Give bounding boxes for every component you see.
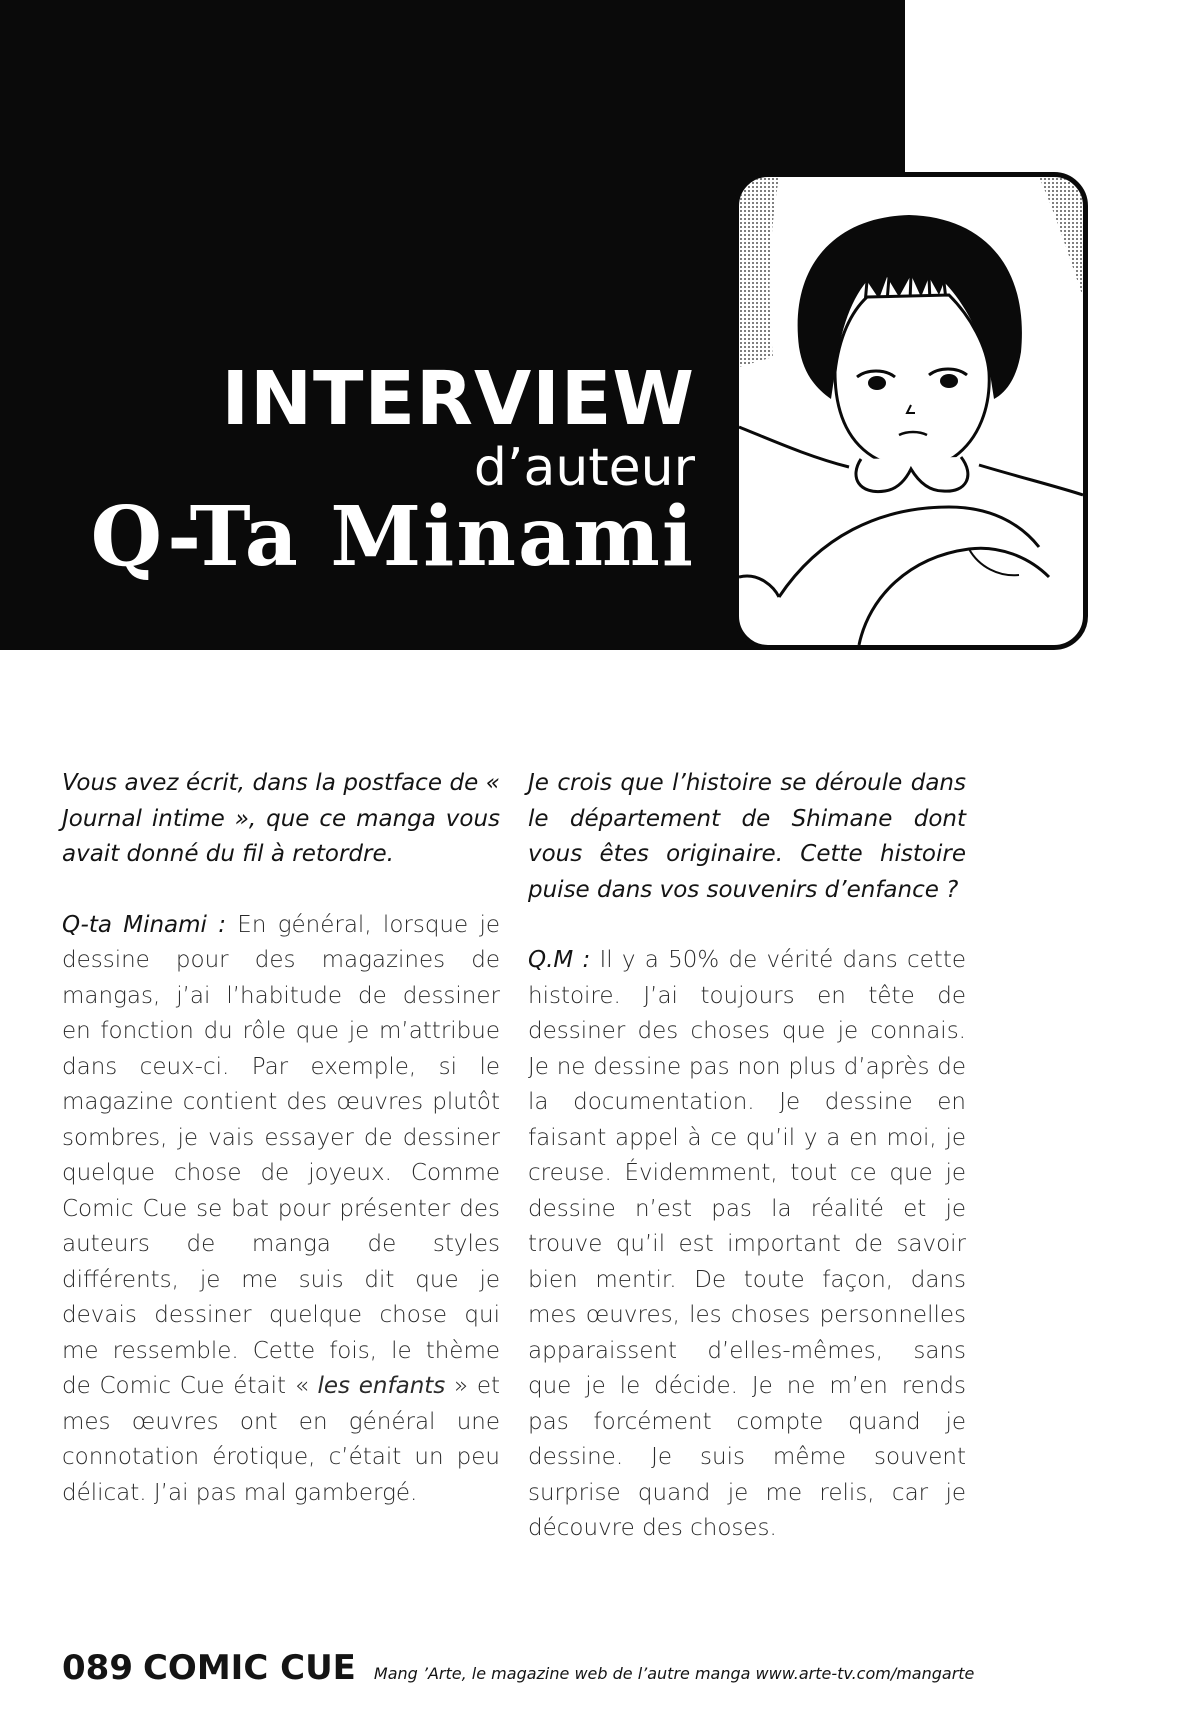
answer-1-text-a: En général, lorsque je dessine pour des magazines de mangas, j’ai l’habitude de dessiner en fonction du rôle que je m’attribue dans ceux-ci. Par exemple, si le magazine contient des œuvres plutôt sombres, je vais essayer de dessiner quelque chose de joyeux. Comme Comic Cue se bat pour présenter des auteurs de manga de styles différents, je me suis dit que je devais dessiner quelque chose qui me ressemble. Cette fois, le thème de Comic Cue était « [62,911,501,1399]
answer-1 [62,908,500,1512]
question-1: Vous avez écrit, dans la postface de « Journal intime », que ce manga vous avait donné du fil à retordre. [62,770,500,867]
title-block [90,356,695,585]
answer-2-text: Il y a 50% de vérité dans cette histoire. J’ai toujours en tête de dessiner des choses que je connais. Je ne dessine pas non plus d’après de la documentation. Je dessine en faisant appel à ce qu’il y a en moi, je creuse. Évidemment, tout ce que je dessine n’est pas la réalité et je trouve qu’il est important de savoir bien mentir. De toute façon, dans mes œuvres, les choses personnelles apparaissent d’elles-mêmes, sans que je le décide. Je ne m’en rends pas forcément compte quand je dessine. Je suis même souvent surprise quand je me relis, car je découvre des choses. [528,947,966,1541]
right-column [528,766,966,1547]
answer-1-emphasis: les enfants [317,1373,446,1399]
title-author-name: Q-Ta Minami [90,489,695,585]
page-footer [62,1648,1142,1688]
page-number: 089 [62,1648,133,1688]
answer-1-speaker: Q-ta Minami : [62,911,226,938]
magazine-name: COMIC CUE [142,1648,356,1688]
left-column [62,766,500,1511]
question-2: Je crois que l’histoire se déroule dans le département de Shimane dont vous êtes originaire. Cette histoire puise dans vos souvenirs d’enfance ? [528,770,966,903]
author-portrait-frame [734,172,1088,650]
answer-1-text-b: » et mes œuvres ont en général une connotation érotique, c’était un peu délicat. J’ai pas mal gambergé. [62,1373,500,1506]
title-subtitle: d’auteur [473,438,695,498]
answer-2-speaker: Q.M : [528,947,591,973]
answer-2 [528,943,966,1547]
manga-girl-portrait-illustration [739,177,1083,645]
footer-tagline: Mang ’Arte, le magazine web de l’autre manga www.arte-tv.com/mangarte [373,1664,975,1683]
title-interview: INTERVIEW [221,356,695,442]
